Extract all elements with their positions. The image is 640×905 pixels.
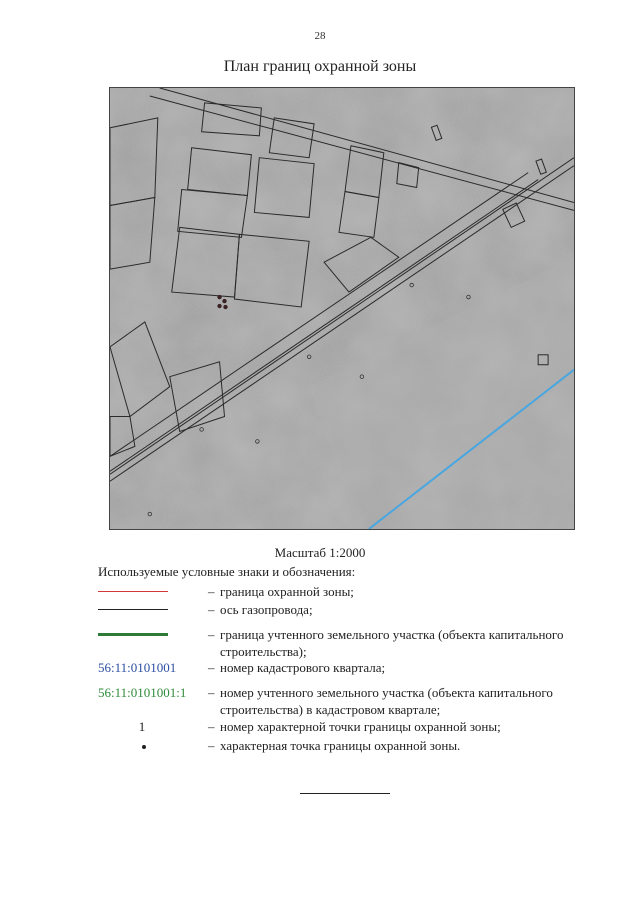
legend-description: ось газопровода; [220,602,313,617]
signature-rule [300,793,390,794]
legend-symbol-point-number: 1 [138,719,146,734]
legend-dash: – [208,602,215,617]
legend-item-land-parcel-boundary [98,626,578,660]
page-title: План границ охранной зоны [223,58,417,75]
legend-heading: Используемые условные знаки и обозначения: [98,564,356,579]
legend-symbol-green-line [98,633,168,636]
legend-item-protection-zone [98,583,578,601]
cadastral-map[interactable] [109,87,575,530]
legend-description: граница охранной зоны; [220,584,354,599]
map-scale: Масштаб 1:2000 [274,545,366,560]
legend-dash: – [208,719,215,734]
legend-description: номер характерной точки границы охранной зоны; [220,719,501,734]
legend-symbol-black-line [98,609,168,610]
legend-dash: – [208,584,215,599]
legend-dash: – [208,685,215,700]
legend-item-point-number [98,718,578,736]
legend-symbol-quarter-number: 56:11:0101001 [98,660,177,675]
legend-symbol-parcel-number: 56:11:0101001:1 [98,685,187,700]
legend-symbol-dot [142,745,146,749]
legend-dash: – [208,660,215,675]
legend-description: номер кадастрового квартала; [220,660,386,675]
legend-dash: – [208,738,215,753]
legend-description: номер учтенного земельного участка (объекта капитального строительства) в кадастровом квартале; [220,685,553,717]
legend-item-cadastral-quarter [98,659,578,677]
legend-description: характерная точка границы охранной зоны. [220,738,461,753]
map-canvas [110,88,574,529]
legend-dash: – [208,627,215,642]
legend-description: граница учтенного земельного участка (объекта капитального строительства); [220,627,564,659]
page-number: 28 [314,30,326,42]
legend-item-boundary-point [98,737,578,755]
legend-symbol-red-line [98,591,168,592]
legend-item-parcel-number [98,684,578,718]
legend-item-pipeline-axis [98,601,578,619]
